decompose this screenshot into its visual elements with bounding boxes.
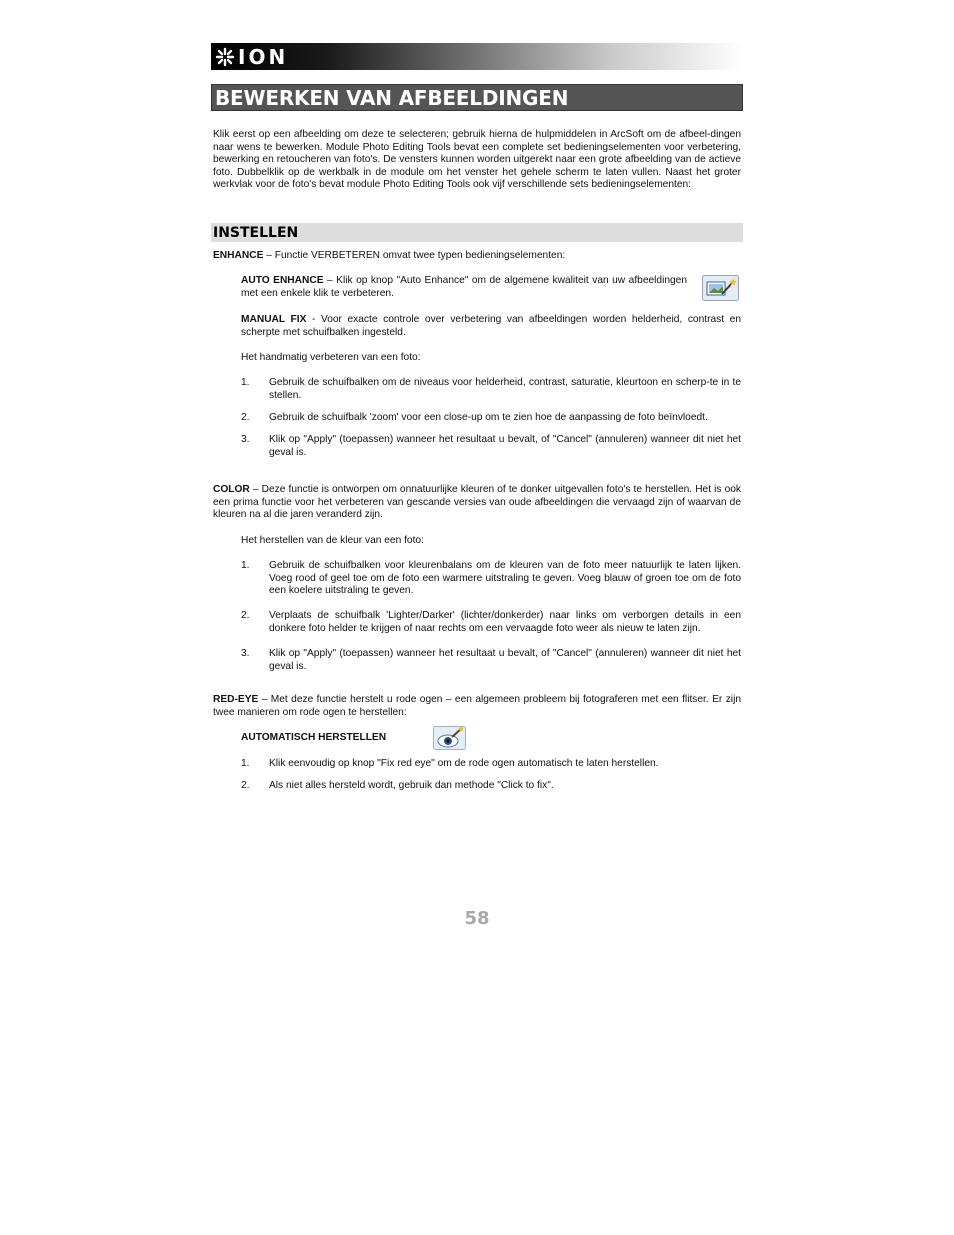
enhance-step-3-num: 3.	[241, 434, 250, 445]
enhance-text: – Functie VERBETEREN omvat twee typen bedieningselementen:	[263, 250, 566, 261]
color-step-1-num: 1.	[241, 560, 250, 571]
color-step-2-num: 2.	[241, 610, 250, 621]
enhance-step-1: Gebruik de schuifbalken om de niveaus voor helderheid, contrast, saturatie, kleurtoon en scherp-te in te stellen.	[269, 377, 741, 401]
color-step-3: Klik op "Apply" (toepassen) wanneer het resultaat u bevalt, of "Cancel" (annuleren) wanneer dit niet het geval is.	[269, 648, 741, 672]
enhance-paragraph	[213, 250, 741, 263]
brand-logo	[215, 44, 289, 69]
redeye-text: – Met deze functie herstelt u rode ogen – een algemeen probleem bij fotograferen met een flitser. Er zijn twee manieren om rode ogen te herstellen:	[213, 694, 741, 718]
auto-fix-label: AUTOMATISCH HERSTELLEN	[241, 732, 387, 743]
auto-enhance-label: AUTO ENHANCE	[241, 275, 324, 286]
redeye-step-2-num: 2.	[241, 780, 250, 791]
enhance-step-1-num: 1.	[241, 377, 250, 388]
manual-fix-paragraph	[241, 314, 741, 339]
section-header	[211, 223, 743, 242]
color-text: – Deze functie is ontworpen om onnatuurlijke kleuren of te donker uitgevallen foto's te herstellen. Het is ook een prima functie voor het verbeteren van gescande versies van oude afbeeldingen die vervaagd zijn of waarvan de kleuren na al die jaren veranderd zijn.	[213, 484, 741, 521]
enhance-howto: Het handmatig verbeteren van een foto:	[241, 352, 421, 363]
auto-enhance-icon[interactable]	[702, 275, 739, 306]
enhance-step-2-num: 2.	[241, 412, 250, 423]
intro-paragraph: Klik eerst op een afbeelding om deze te selecteren; gebruik hierna de hulpmiddelen in ArcSoft om de afbeel-dingen naar wens te bewerken. Module Photo Editing Tools bevat een complete set bedieningselementen voor verbetering, bewerking en retoucheren van foto's. De vensters kunnen worden uitgerekt naar een grote afbeelding van de actieve foto. Dubbelklik op de werkbalk in de module om het venster het gehele scherm te laten vullen. Naast het groter werkvlak voor de foto's bevat module Photo Editing Tools ook vijf verschillende sets bedieningselementen:	[213, 129, 741, 191]
redeye-step-1-num: 1.	[241, 758, 250, 769]
enhance-step-2: Gebruik de schuifbalk 'zoom' voor een close-up om te zien hoe de aanpassing de foto beïnvloedt.	[269, 412, 708, 423]
redeye-paragraph	[213, 694, 741, 719]
page-number: 58	[464, 908, 490, 929]
color-howto: Het herstellen van de kleur van een foto:	[241, 535, 424, 546]
enhance-label: ENHANCE	[213, 250, 264, 261]
header-bar	[211, 43, 743, 70]
color-label: COLOR	[213, 484, 250, 495]
auto-enhance-text: – Klik op knop "Auto Enhance" om de algemene kwaliteit van uw afbeeldingen met een enkele klik te verbeteren.	[241, 275, 688, 299]
enhance-step-3: Klik op "Apply" (toepassen) wanneer het resultaat u bevalt, of "Cancel" (annuleren) wanneer dit niet het geval is.	[269, 434, 741, 458]
page-title: BEWERKEN VAN AFBEELDINGEN	[215, 85, 569, 110]
manual-fix-text: - Voor exacte controle over verbetering van afbeeldingen worden helderheid, contrast en scherpte met schuifbalken ingesteld.	[241, 314, 741, 338]
brand-name: ION	[238, 44, 289, 69]
color-step-2: Verplaats de schuifbalk 'Lighter/Darker' (lichter/donkerder) naar links om verborgen details in een donkere foto helder te krijgen of naar rechts om een vervaagde foto weer als nieuw te laten zijn.	[269, 610, 741, 634]
page-title-bar	[211, 84, 743, 111]
redeye-label: RED-EYE	[213, 694, 259, 705]
redeye-step-1: Klik eenvoudig op knop "Fix red eye" om de rode ogen automatisch te laten herstellen.	[269, 758, 659, 769]
auto-enhance-paragraph	[241, 275, 687, 300]
color-paragraph	[213, 484, 741, 522]
ion-star-icon	[215, 47, 235, 67]
color-step-1: Gebruik de schuifbalken voor kleurenbalans om de kleuren van de foto meer natuurlijk te laten lijken. Voeg rood of geel toe om de foto een warmere uitstraling te geven. Voeg blauw of groen toe om de foto een koelere uitstraling te geven.	[269, 560, 741, 597]
section-title: INSTELLEN	[213, 224, 299, 241]
manual-fix-label: MANUAL FIX	[241, 314, 307, 325]
color-step-3-num: 3.	[241, 648, 250, 659]
redeye-step-2: Als niet alles hersteld wordt, gebruik dan methode "Click to fix".	[269, 780, 554, 791]
red-eye-icon[interactable]	[433, 726, 466, 755]
